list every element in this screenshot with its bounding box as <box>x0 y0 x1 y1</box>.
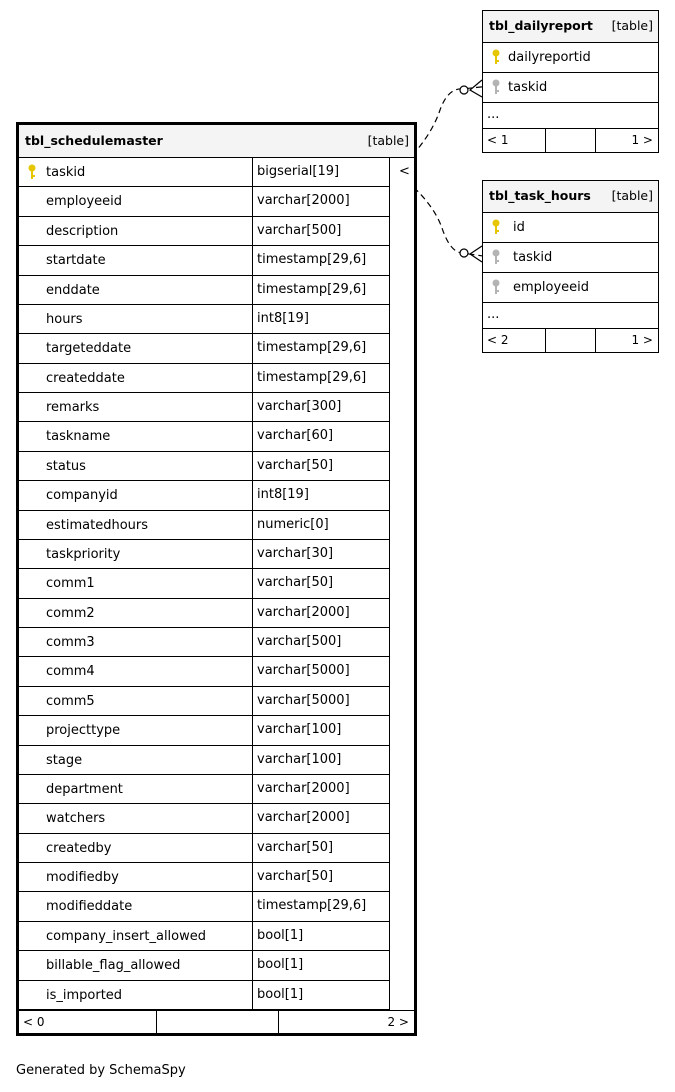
column-type: varchar[5000] <box>257 692 350 708</box>
primary-key-icon <box>491 49 501 65</box>
footer-children: 1 > <box>631 333 653 347</box>
column-name: targeteddate <box>46 341 132 357</box>
column-row <box>19 364 390 393</box>
column-row <box>19 569 390 598</box>
column-row <box>19 716 390 745</box>
column-name: modifieddate <box>46 899 133 915</box>
column-name: remarks <box>46 400 100 416</box>
column-row <box>19 775 390 804</box>
more-columns-row <box>483 303 658 329</box>
column-type: varchar[100] <box>257 722 342 738</box>
column-type: varchar[500] <box>257 634 342 650</box>
table-header <box>483 181 658 213</box>
table-name: tbl_task_hours <box>489 188 591 203</box>
table-kind: [table] <box>367 133 409 148</box>
footer-parents: < 1 <box>487 133 509 147</box>
column-type: varchar[30] <box>257 545 334 561</box>
column-name: billable_flag_allowed <box>46 958 181 974</box>
footer-children: 1 > <box>631 133 653 147</box>
column-row <box>19 892 390 921</box>
column-row <box>19 422 390 451</box>
column-row <box>19 511 390 540</box>
zero-marker-dailyreport <box>460 86 468 94</box>
table-header <box>19 125 414 158</box>
column-row <box>19 246 390 275</box>
zero-marker-task-hours <box>460 249 468 257</box>
column-row <box>19 599 390 628</box>
foreign-key-icon <box>491 279 501 295</box>
column-row <box>19 804 390 833</box>
column-name: employeeid <box>46 194 123 210</box>
column-type: varchar[50] <box>257 839 334 855</box>
primary-key-icon <box>27 164 37 180</box>
column-type: int8[19] <box>257 310 309 326</box>
columns-list <box>19 158 414 1010</box>
column-name: watchers <box>46 811 106 827</box>
table-kind: [table] <box>611 188 653 203</box>
column-name: comm2 <box>46 605 95 621</box>
table-kind: [table] <box>611 18 653 33</box>
column-name: companyid <box>46 488 118 504</box>
column-row <box>19 481 390 510</box>
column-row <box>483 73 658 103</box>
column-row <box>19 863 390 892</box>
column-type: varchar[100] <box>257 751 342 767</box>
column-type: timestamp[29,6] <box>257 281 367 297</box>
column-row <box>19 334 390 363</box>
column-row <box>19 628 390 657</box>
footer-parents: < 0 <box>23 1015 45 1029</box>
column-row <box>19 657 390 686</box>
column-row <box>19 922 390 951</box>
column-type: varchar[2000] <box>257 193 350 209</box>
column-type: bool[1] <box>257 927 304 943</box>
ellipsis: ... <box>487 107 500 122</box>
foreign-key-icon <box>491 249 501 265</box>
column-row <box>19 834 390 863</box>
column-name: comm3 <box>46 635 95 651</box>
column-name: comm1 <box>46 576 95 592</box>
column-name: startdate <box>46 253 106 269</box>
column-name: taskid <box>46 165 86 180</box>
column-row <box>483 273 658 303</box>
column-name: description <box>46 223 119 239</box>
column-row <box>19 540 390 569</box>
column-type: varchar[300] <box>257 399 342 415</box>
column-row <box>19 746 390 775</box>
more-columns-row <box>483 103 658 129</box>
foreign-key-icon <box>491 79 501 95</box>
column-type: timestamp[29,6] <box>257 369 367 385</box>
generated-by-label: Generated by SchemaSpy <box>16 1063 186 1078</box>
column-row <box>19 158 390 187</box>
column-row <box>19 305 390 334</box>
column-name: modifiedby <box>46 870 119 886</box>
table-name: tbl_dailyreport <box>489 18 593 33</box>
column-name: projecttype <box>46 723 121 739</box>
column-type: varchar[50] <box>257 575 334 591</box>
footer-parents: < 2 <box>487 333 509 347</box>
column-name: stage <box>46 752 83 768</box>
column-type: varchar[2000] <box>257 780 350 796</box>
table-footer <box>19 1010 414 1033</box>
column-type: bigserial[19] <box>257 164 340 179</box>
column-row <box>19 217 390 246</box>
table-name: tbl_schedulemaster <box>25 133 163 148</box>
column-row <box>19 951 390 980</box>
table-footer <box>483 129 658 152</box>
column-row <box>483 213 658 243</box>
column-type: int8[19] <box>257 487 309 503</box>
footer-children: 2 > <box>387 1015 409 1029</box>
column-name: id <box>513 220 525 235</box>
column-type: varchar[2000] <box>257 810 350 826</box>
table-schedulemaster[interactable] <box>16 122 417 1036</box>
column-name: taskid <box>513 250 553 265</box>
table-footer <box>483 329 658 352</box>
column-name: hours <box>46 311 83 327</box>
column-name: createddate <box>46 370 125 386</box>
column-type: varchar[2000] <box>257 604 350 620</box>
column-type: timestamp[29,6] <box>257 898 367 914</box>
primary-key-icon <box>491 219 501 235</box>
column-row <box>19 276 390 305</box>
column-name: taskpriority <box>46 546 121 562</box>
column-row <box>483 43 658 73</box>
column-name: estimatedhours <box>46 517 149 533</box>
column-name: comm4 <box>46 664 95 680</box>
column-name: department <box>46 781 123 797</box>
column-name: taskname <box>46 429 111 445</box>
table-header <box>483 11 658 43</box>
column-row <box>483 243 658 273</box>
column-row <box>19 187 390 216</box>
column-type: varchar[5000] <box>257 663 350 679</box>
column-type: numeric[0] <box>257 516 329 532</box>
ellipsis: ... <box>487 307 500 322</box>
column-type: varchar[60] <box>257 428 334 444</box>
column-name: is_imported <box>46 987 123 1003</box>
column-type: varchar[500] <box>257 222 342 238</box>
relation-marker: < <box>399 164 410 179</box>
column-row <box>19 687 390 716</box>
column-type: bool[1] <box>257 957 304 973</box>
column-name: status <box>46 458 86 474</box>
column-type: timestamp[29,6] <box>257 252 367 268</box>
crowfoot-dailyreport <box>470 80 482 97</box>
column-name: enddate <box>46 282 100 298</box>
column-name: comm5 <box>46 693 95 709</box>
column-row <box>19 981 390 1010</box>
column-name: taskid <box>508 80 548 95</box>
column-type: timestamp[29,6] <box>257 340 367 356</box>
column-type: varchar[50] <box>257 457 334 473</box>
column-row <box>19 452 390 481</box>
column-row <box>19 393 390 422</box>
table-task-hours[interactable] <box>482 180 659 353</box>
column-name: company_insert_allowed <box>46 928 207 944</box>
column-name: employeeid <box>513 280 590 295</box>
column-type: bool[1] <box>257 986 304 1002</box>
table-dailyreport[interactable] <box>482 10 659 153</box>
column-type: varchar[50] <box>257 869 334 885</box>
column-name: dailyreportid <box>508 50 591 65</box>
column-name: createdby <box>46 840 112 856</box>
